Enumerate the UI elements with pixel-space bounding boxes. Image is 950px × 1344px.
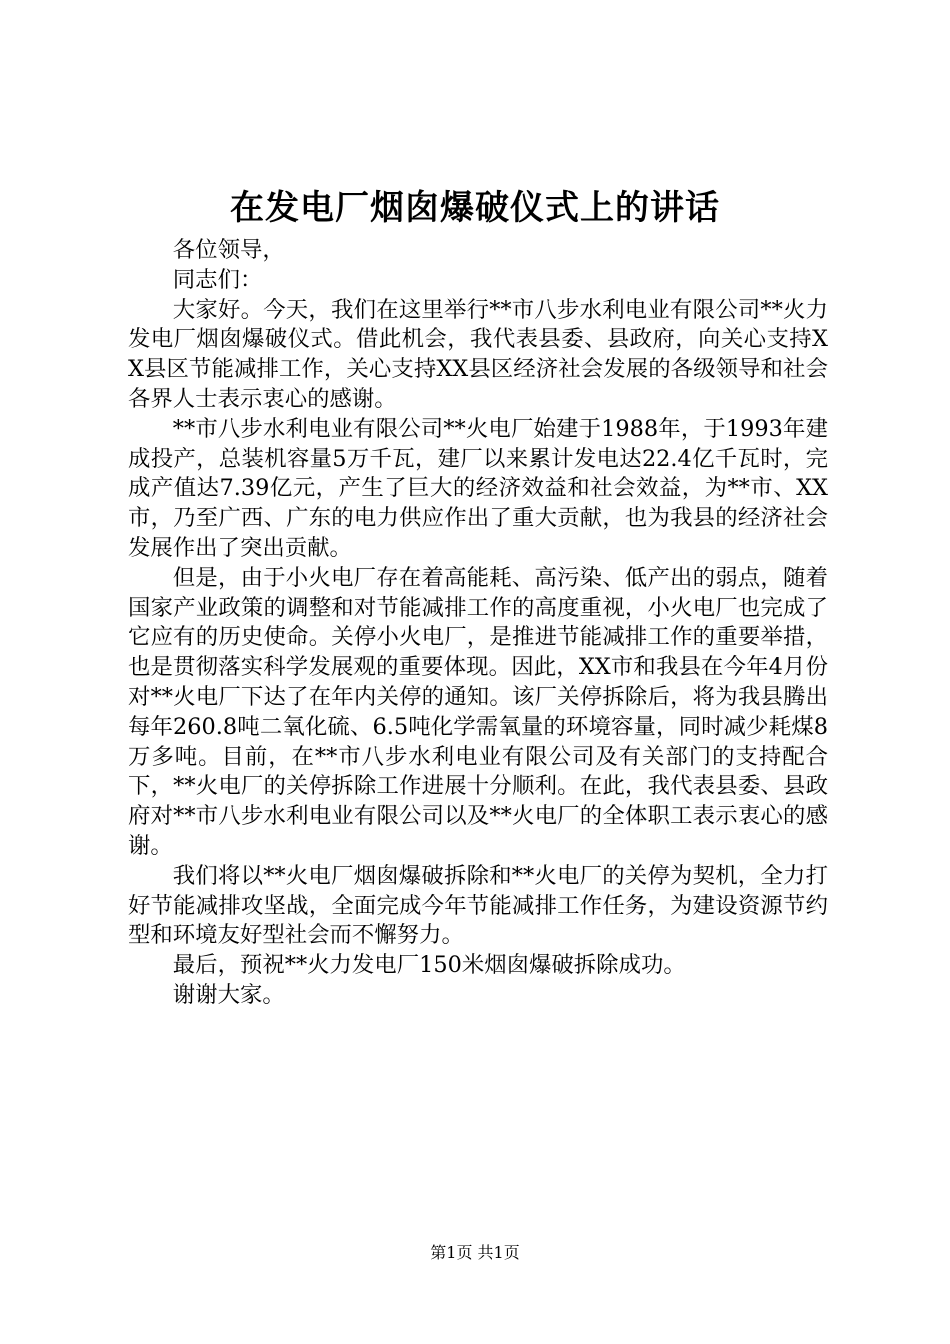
document-body: [128, 236, 828, 1011]
paragraph-plant-history: **市八步水利电业有限公司**火电厂始建于1988年，于1993年建成投产，总装机容量5万千瓦，建厂以来累计发电达22.4亿千瓦时，完成产值达7.39亿元，产生了巨大的经济效益和社会效益，为**市、XX市，乃至广西、广东的电力供应作出了重大贡献，也为我县的经济社会发展作出了突出贡献。: [128, 415, 828, 561]
page-footer: 第1页 共1页: [430, 1243, 520, 1262]
paragraph-wishes: 最后，预祝**火力发电厂150米烟囱爆破拆除成功。: [172, 952, 686, 979]
salutation-comrades: 同志们：: [172, 266, 263, 293]
paragraph-greeting: 大家好。今天，我们在这里举行**市八步水利电业有限公司**火力发电厂烟囱爆破仪式。借此机会，我代表县委、县政府，向关心支持XX县区节能减排工作，关心支持XX县区经济社会发展的各级领导和社会各界人士表示衷心的感谢。: [128, 296, 828, 412]
paragraph-shutdown: 但是，由于小火电厂存在着高能耗、高污染、低产出的弱点，随着国家产业政策的调整和对节能减排工作的高度重视，小火电厂也完成了它应有的历史使命。关停小火电厂，是推进节能减排工作的重要举措，也是贯彻落实科学发展观的重要体现。因此，XX市和我县在今年4月份对**火电厂下达了在年内关停的通知。该厂关停拆除后，将为我县腾出每年260.8吨二氧化硫、6.5吨化学需氧量的环境容量，同时减少耗煤8万多吨。目前，在**市八步水利电业有限公司及有关部门的支持配合下，**火电厂的关停拆除工作进展十分顺利。在此，我代表县委、县政府对**市八步水利电业有限公司以及**火电厂的全体职工表示衷心的感谢。: [128, 564, 828, 859]
paragraph-commitment: 我们将以**火电厂烟囱爆破拆除和**火电厂的关停为契机，全力打好节能减排攻坚战，全面完成今年节能减排工作任务，为建设资源节约型和环境友好型社会而不懈努力。: [128, 862, 828, 949]
salutation-leaders: 各位领导，: [172, 237, 285, 263]
paragraph-thanks: 谢谢大家。: [172, 981, 285, 1008]
document-title: 在发电厂烟囱爆破仪式上的讲话: [230, 188, 720, 228]
